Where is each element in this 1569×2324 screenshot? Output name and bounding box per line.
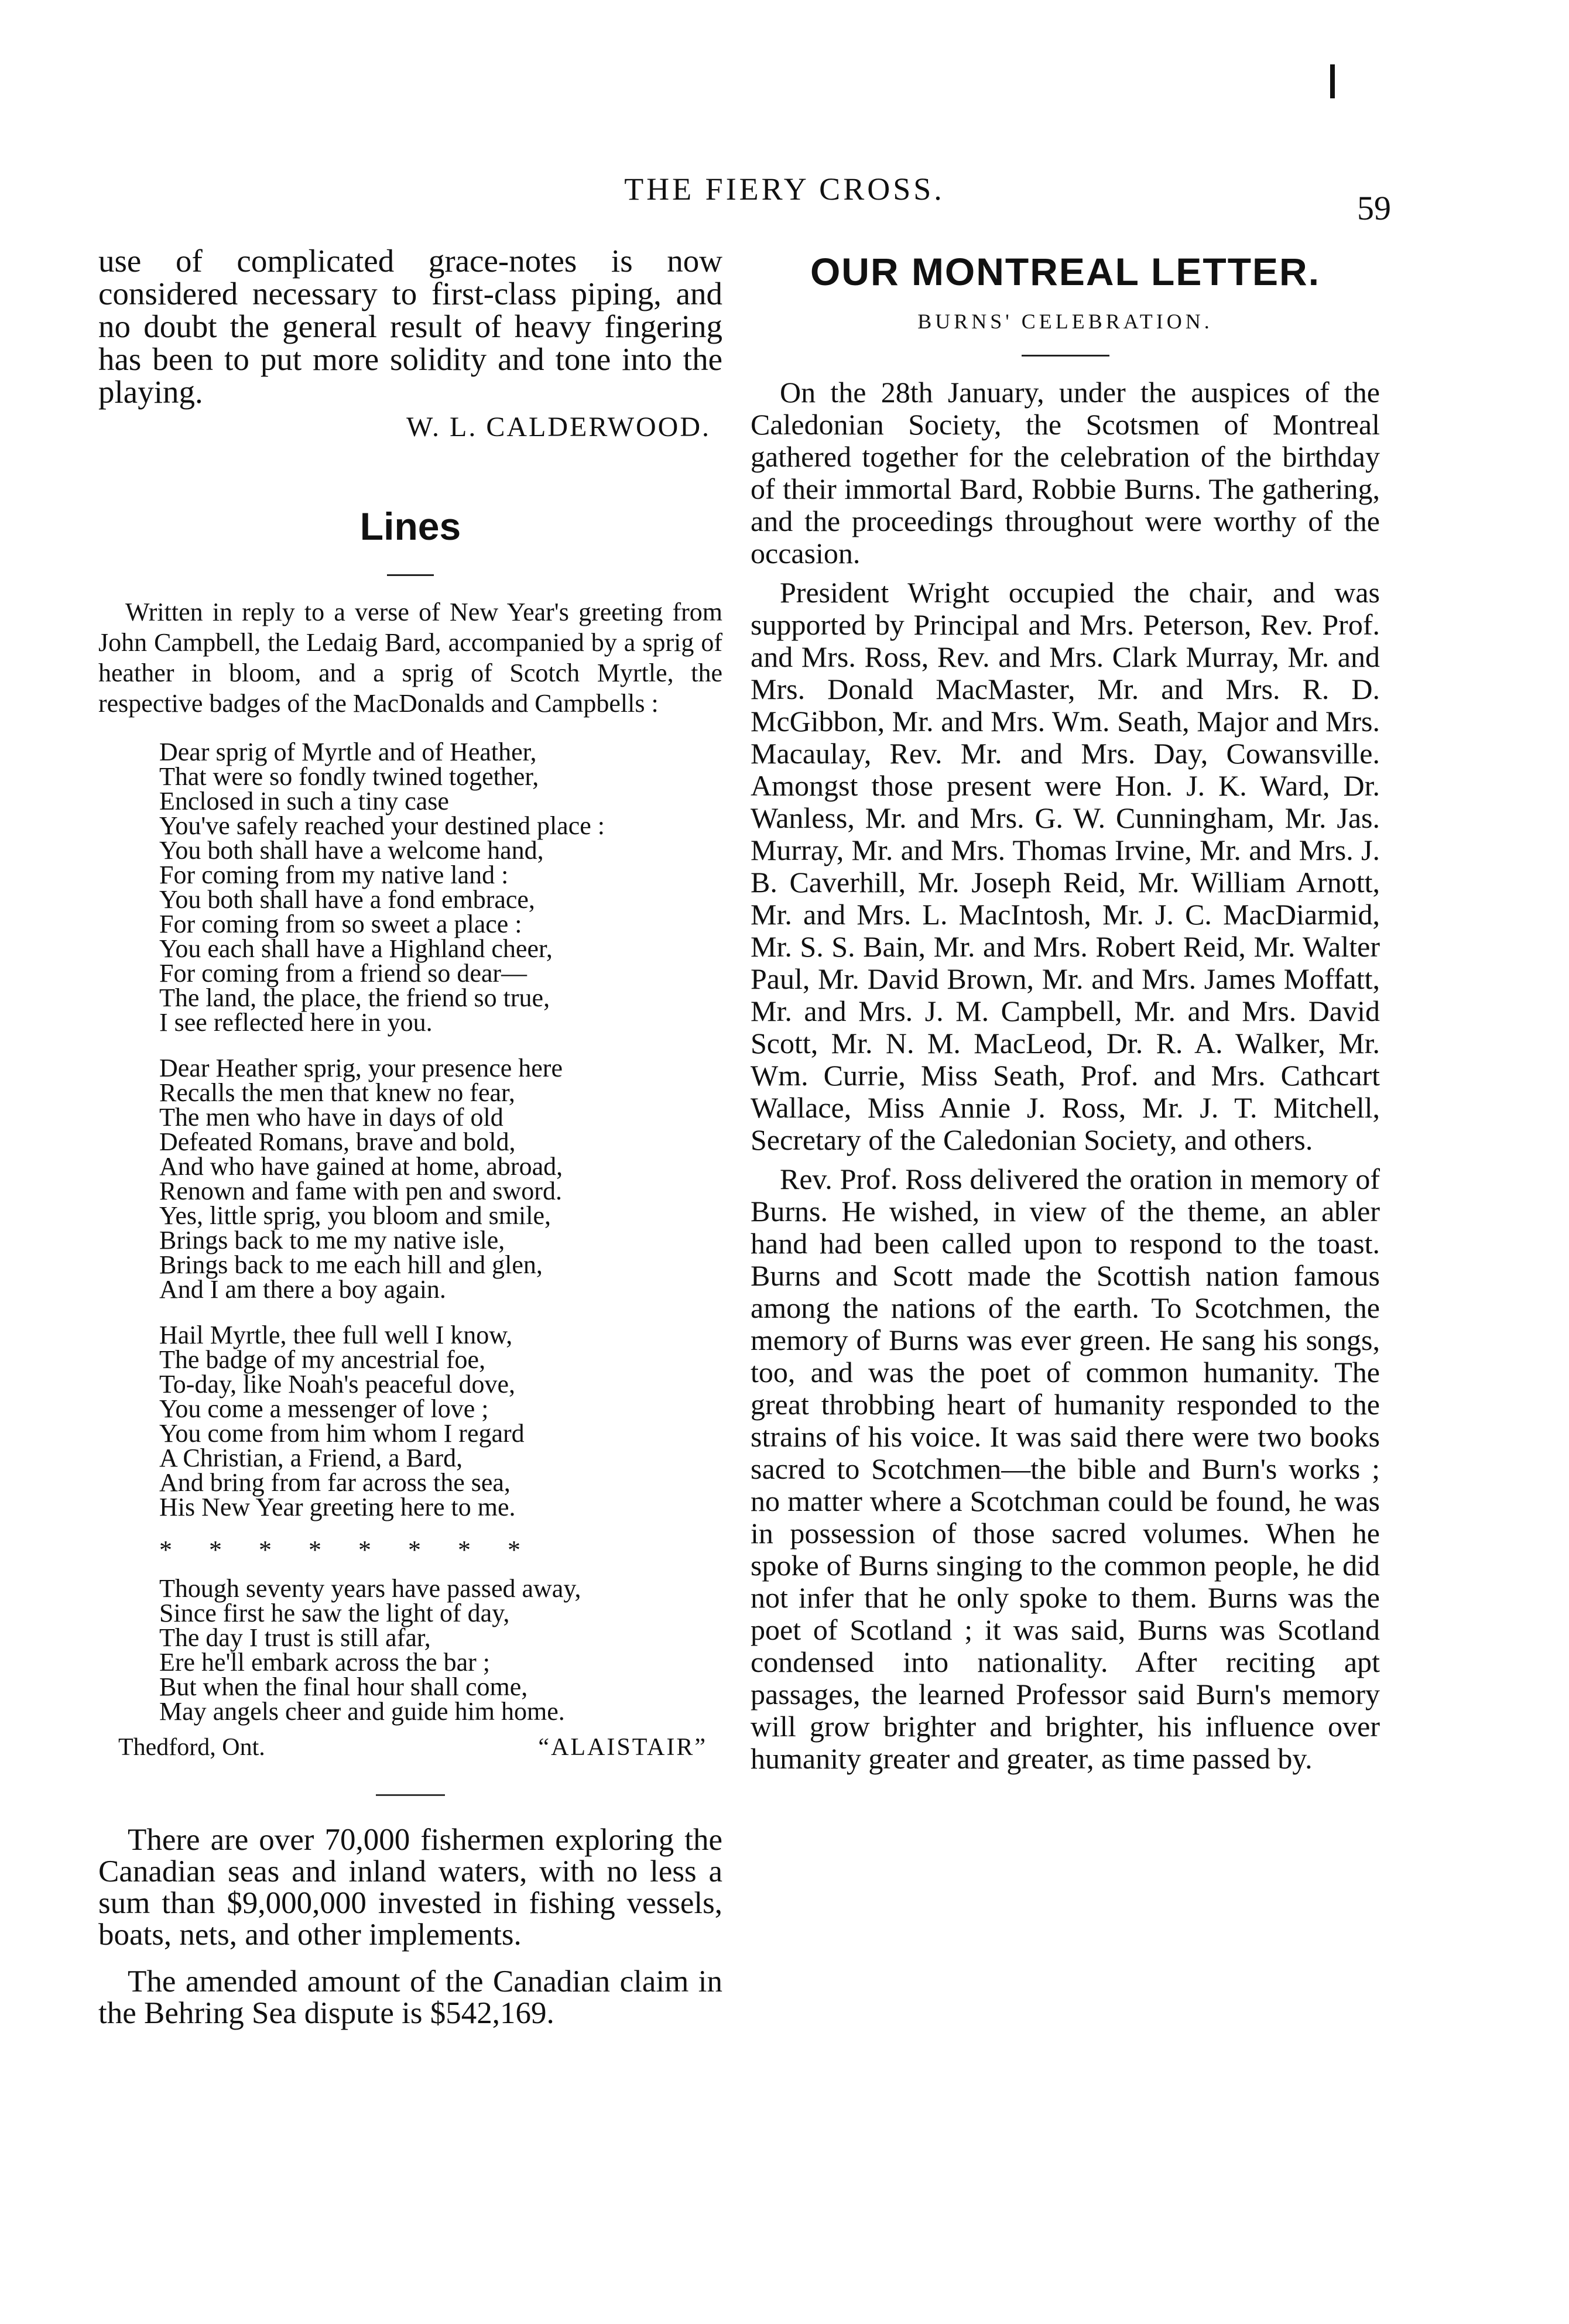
poem-line: Enclosed in such a tiny case [159,787,449,815]
section-rule [376,1794,445,1796]
article-title: OUR MONTREAL LETTER. [810,250,1321,293]
poem-line: The day I trust is still afar, [159,1623,431,1652]
right-column [751,245,1380,1782]
behring-note: The amended amount of the Canadian claim in the Behring Sea dispute is $542,169. [98,1965,722,2030]
poem-line: And I am there a boy again. [159,1275,446,1304]
running-head: THE FIERY CROSS. [624,172,945,207]
poem-place: Thedford, Ont. [118,1734,265,1761]
poem-line: You each shall have a Highland cheer, [159,934,553,963]
poem-line: For coming from my native land : [159,861,509,889]
article-paragraph: President Wright occupied the chair, and was supported by Principal and Mrs. Peterson, Rev. Prof. and Mrs. Ross, Rev. and Mrs. Clark Murray, Mr. and Mrs. Donald MacMaster, Mr. and Mrs. R. D. McGibbon, Mr. and Mrs. Wm. Seath, Major and Mrs. Macaulay, Rev. Mr. and Mrs. Day, Cowansville. Amongst those present were Hon. J. K. Ward, Dr. Wanless, Mr. and Mrs. G. W. Cunningham, Mr. Jas. Murray, Mr. and Mrs. Thomas Irvine, Mr. and Mrs. J. B. Caverhill, Mr. Joseph Reid, Mr. William Arnott, Mr. and Mrs. L. MacIntosh, Mr. J. C. MacDiarmid, Mr. S. S. Bain, Mr. and Mrs. Robert Reid, Mr. Walter Paul, Mr. David Brown, Mr. and Mrs. James Moffatt, Mr. and Mrs. J. M. Campbell, Mr. and Mrs. David Scott, Mr. N. M. MacLeod, Dr. R. A. Walker, Mr. Wm. Currie, Miss Seath, Prof. and Mrs. Cathcart Wallace, Miss Annie J. Ross, Mr. J. T. Mitchell, Secretary of the Caledonian Society, and others. [751,576,1380,1156]
poem-line: Yes, little sprig, you bloom and smile, [159,1201,551,1230]
poem-line: Hail Myrtle, thee full well I know, [159,1321,513,1349]
poem-intro: Written in reply to a verse of New Year's greeting from John Campbell, the Ledaig Bard, accompanied by a sprig of heather in bloom, and a sprig of Scotch Myrtle, the respective badges of the MacDonalds and Campbells : [98,598,722,718]
poem-line: Dear Heather sprig, your presence here [159,1054,563,1082]
poem-line: May angels cheer and guide him home. [159,1697,565,1726]
poem-line: For coming from a friend so dear— [159,959,527,988]
poem-stanza-4 [98,1576,722,1724]
poem-stanza-3 [98,1323,722,1520]
poem-line: Since first he saw the light of day, [159,1599,510,1627]
poem-byline [118,1733,707,1761]
article-subtitle: BURNS' CELEBRATION. [917,310,1213,333]
opening-signature: W. L. CALDERWOOD. [406,412,711,443]
left-column [98,245,722,2029]
poem-line: Renown and fame with pen and sword. [159,1177,562,1205]
poem-line: And who have gained at home, abroad, [159,1152,563,1181]
section-stars: * * * * * * * * [159,1535,524,1564]
article-paragraph: Rev. Prof. Ross delivered the oration in memory of Burns. He wished, in view of the theme, an abler hand had been called upon to respond to the toast. Burns and Scott made the Scottish nation famous among the nations of the earth. To Scotchmen, the memory of Burns was ever green. He sang his songs, too, and was the poet of common humanity. The great throbbing heart of humanity responded to the strains of his voice. It was said there were two books sacred to Scotchmen—the bible and Burn's works ; no matter where a Scotchman could be found, he was in possession of those sacred volumes. When he spoke of Burns singing to the common people, he did not infer that he only spoke to them. Burns was the poet of Scotland ; it was said, Burns was Scotland condensed into nationality. After reciting apt passages, the learned Professor said Burn's memory will grow brighter and brighter, his influence over humanity greater and greater, as time passed by. [751,1163,1380,1775]
poem-line: You come a messenger of love ; [159,1394,489,1423]
poem-line: To-day, like Noah's peaceful dove, [159,1370,515,1398]
poem-line: Brings back to me each hill and glen, [159,1250,543,1279]
poem-line: And bring from far across the sea, [159,1468,511,1497]
poem-line: Brings back to me my native isle, [159,1226,505,1254]
poem-line: You come from him whom I regard [159,1419,525,1448]
poem-line: The men who have in days of old [159,1103,503,1132]
poem-line: A Christian, a Friend, a Bard, [159,1444,463,1472]
continued-paragraph: use of complicated grace-notes is now considered necessary to first-class piping, and no doubt the general result of heavy fingering has been to put more solidity and tone into the playing. [98,243,722,410]
page-edge-mark [1330,64,1335,98]
poem-stanza-1 [98,740,722,1035]
poem-line: You both shall have a fond embrace, [159,885,535,914]
poem-line: The land, the place, the friend so true, [159,983,550,1012]
poem-line: Dear sprig of Myrtle and of Heather, [159,738,537,766]
article-body [751,376,1380,1775]
poem-line: Recalls the men that knew no fear, [159,1078,515,1107]
poem-line: That were so fondly twined together, [159,762,539,791]
poem-author: “ALAISTAIR” [538,1734,707,1761]
title-rule [387,574,434,576]
poem-line: But when the final hour shall come, [159,1672,528,1701]
poem-line: For coming from so sweet a place : [159,910,522,938]
poem-line: Defeated Romans, brave and bold, [159,1127,516,1156]
poem-line: You've safely reached your destined place : [159,811,605,840]
poem-stanza-2 [98,1056,722,1302]
fishermen-note: There are over 70,000 fishermen exploring the Canadian seas and inland waters, with no less a sum than $9,000,000 invested in fishing vessels, boats, nets, and other implements. [98,1823,722,1952]
subtitle-rule [1022,355,1109,357]
poem-line: Though seventy years have passed away, [159,1574,581,1603]
article-paragraph: On the 28th January, under the auspices of the Caledonian Society, the Scotsmen of Montreal gathered together for the celebration of the birthday of their immortal Bard, Robbie Burns. The gathering, and the proceedings throughout were worthy of the occasion. [751,376,1380,570]
poem-line: His New Year greeting here to me. [159,1493,516,1521]
poem-line: I see reflected here in you. [159,1008,433,1037]
page-number: 59 [1357,189,1391,227]
poem-line: You both shall have a welcome hand, [159,836,544,865]
poem-line: Ere he'll embark across the bar ; [159,1648,491,1677]
poem-title: Lines [359,505,461,548]
poem-line: The badge of my ancestrial foe, [159,1345,486,1374]
